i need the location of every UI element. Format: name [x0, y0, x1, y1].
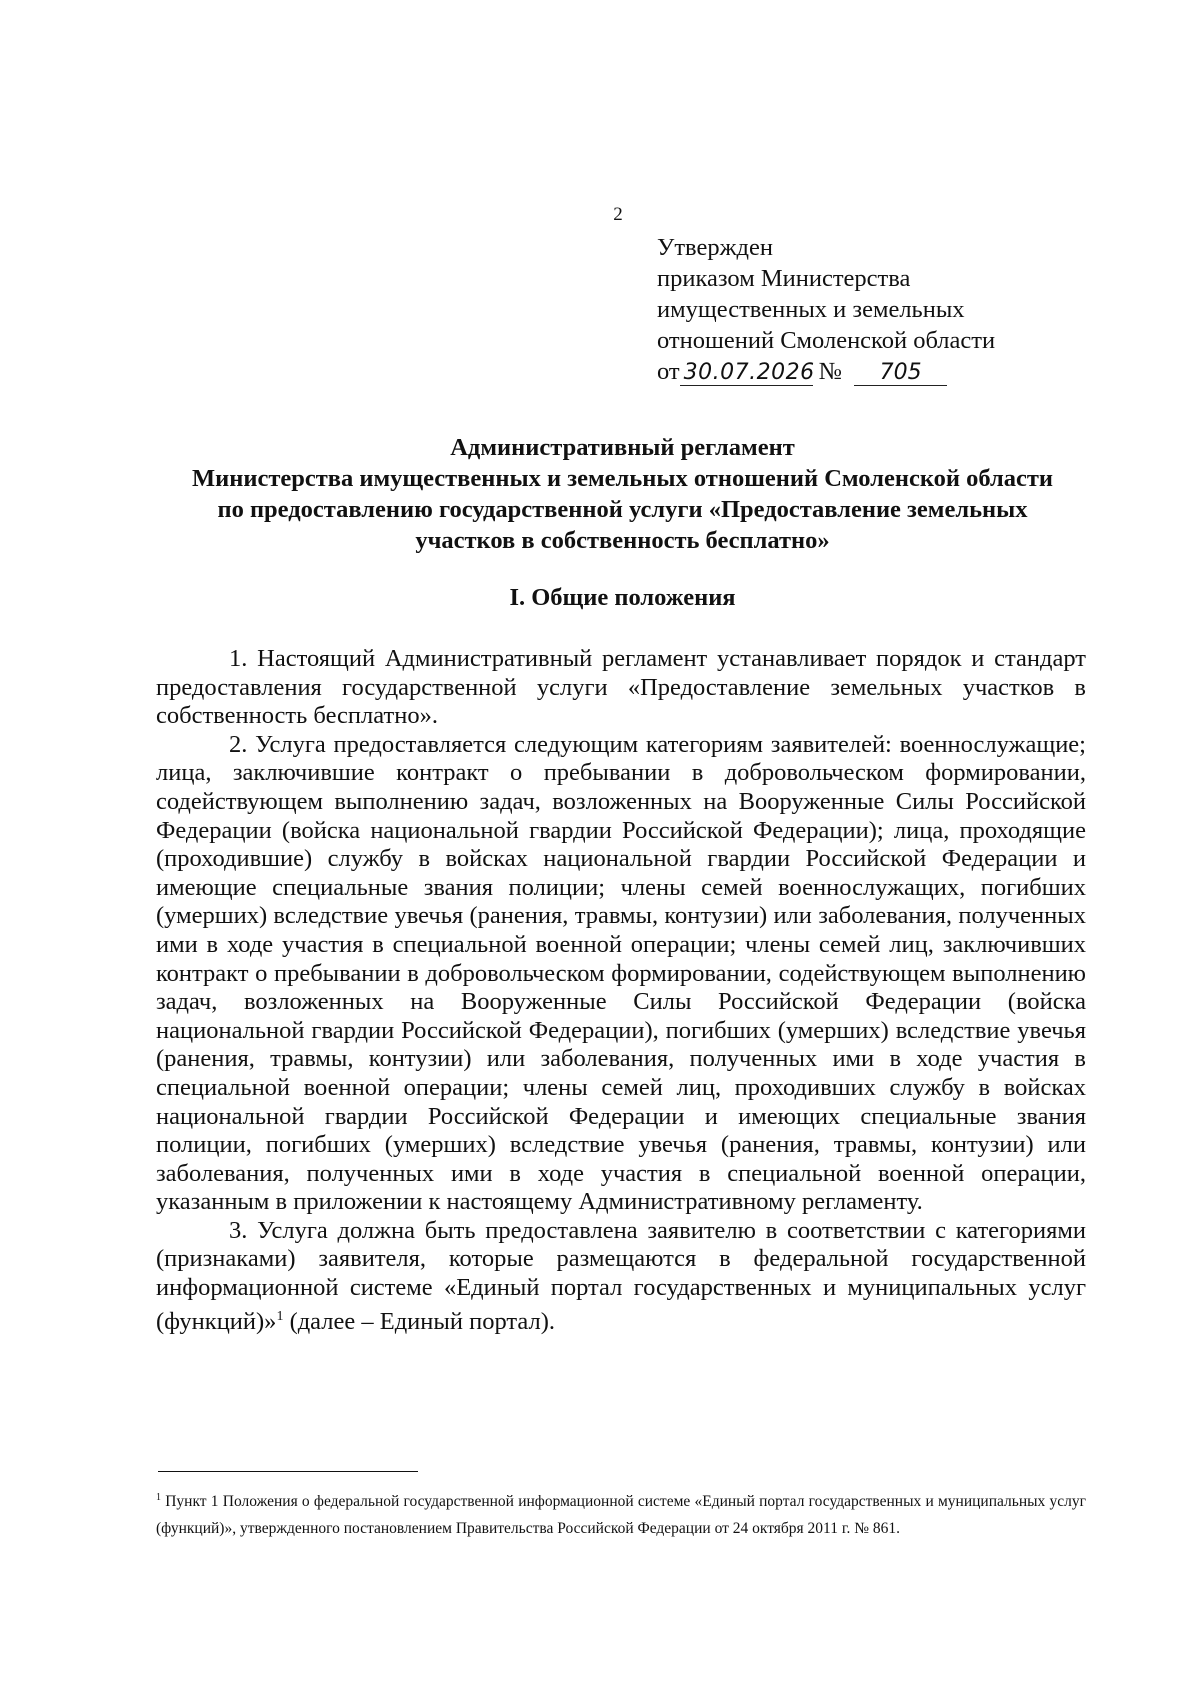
approval-date-line	[657, 356, 995, 387]
handwritten-number: 705	[854, 361, 947, 386]
paragraph-2: 2. Услуга предоставляется следующим категориям заявителей: военнослужащие; лица, заключившие контракт о пребывании в добровольческом формировании, содействующем выполнению задач, возложенных на Вооруженные Силы Российской Федерации (войска национальной гвардии Российской Федерации); лица, проходящие (проходившие) службу в войсках национальной гвардии Российской Федерации и имеющие специальные звания полиции; члены семей военнослужащих, погибших (умерших) вследствие увечья (ранения, травмы, контузии) или заболевания, полученных ими в ходе участия в специальной военной операции; члены семей лиц, заключивших контракт о пребывании в добровольческом формировании, содействующем выполнению задач, возложенных на Вооруженные Силы Российской Федерации (войска национальной гвардии Российской Федерации), погибших (умерших) вследствие увечья (ранения, травмы, контузии) или заболевания, полученных ими в ходе участия в специальной военной операции; члены семей лиц, проходивших службу в войсках национальной гвардии Российской Федерации и имеющих специальные звания полиции, погибших (умерших) вследствие увечья (ранения, травмы, контузии) или заболевания, полученных ими в ходе участия в специальной военной операции, указанным в приложении к настоящему Административному регламенту.	[156, 730, 1086, 1216]
page-number: 2	[613, 204, 623, 225]
approval-line: имущественных и земельных	[657, 296, 965, 323]
paragraph-3-tail: (далее – Единый портал).	[283, 1307, 555, 1335]
footnote-marker: 1	[156, 1492, 161, 1503]
title-line: по предоставлению государственной услуги «Предоставление земельных	[217, 496, 1028, 523]
footnote-divider	[158, 1471, 418, 1472]
title-line: участков в собственность бесплатно»	[415, 527, 830, 554]
footnote-reference: 1	[276, 1308, 284, 1324]
paragraph-1: 1. Настоящий Административный регламент устанавливает порядок и стандарт предоставления государственной услуги «Предоставление земельных участков в собственность бесплатно».	[156, 645, 1086, 730]
section-heading: I. Общие положения	[509, 584, 736, 611]
paragraph-3	[156, 1217, 1086, 1337]
body-text	[156, 645, 1086, 1336]
approval-line: отношений Смоленской области	[657, 327, 996, 354]
footnote-text: Пункт 1 Положения о федеральной государственной информационной системе «Единый портал государственных и муниципальных услуг (функций)», утвержденного постановлением Правительства Российской Федерации от 24 октября 2011 г. № 861.	[156, 1493, 1086, 1538]
handwritten-date: 30.07.2026	[680, 361, 813, 386]
document-title	[150, 432, 1095, 556]
approval-line: Утвержден	[657, 234, 773, 261]
approval-line: приказом Министерства	[657, 265, 911, 292]
date-prefix: от	[657, 358, 680, 385]
number-label: №	[818, 358, 843, 385]
title-line: Административный регламент	[450, 434, 795, 461]
approval-stamp	[657, 232, 995, 387]
paragraph-3-text: 3. Услуга должна быть предоставлена заявителю в соответствии с категориями (признаками) заявителя, которые размещаются в федеральной государственной информационной системе «Единый портал государственных и муниципальных услуг (функций)»	[156, 1216, 1086, 1335]
footnote	[156, 1484, 1086, 1542]
title-line: Министерства имущественных и земельных отношений Смоленской области	[191, 465, 1054, 492]
